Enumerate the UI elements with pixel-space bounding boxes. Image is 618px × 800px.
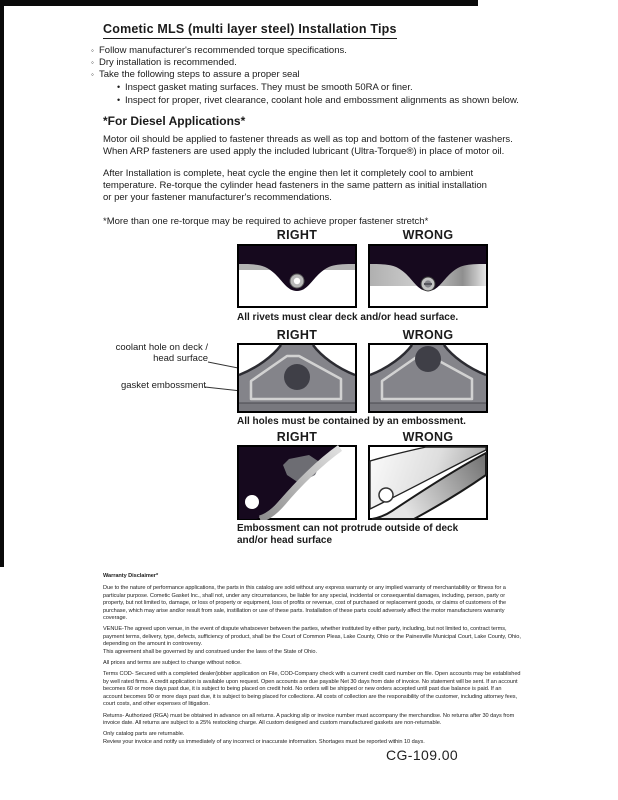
page-title: Cometic MLS (multi layer steel) Installation Tips bbox=[103, 22, 397, 39]
legal-paragraph: Review your invoice and notify us immediately of any incorrect or inaccurate information. Shortages must be reported within 10 days. bbox=[103, 738, 425, 745]
coolant-right-diagram bbox=[237, 343, 357, 413]
figure2-right-label: RIGHT bbox=[276, 328, 318, 342]
embossment-wrong-figure bbox=[368, 445, 488, 520]
coolant-hole-wrong-figure bbox=[368, 343, 488, 413]
figure2-caption: All holes must be contained by an embossment. bbox=[237, 416, 466, 427]
tip-text: Take the following steps to assure a proper seal bbox=[99, 69, 300, 80]
coolant-hole-right-figure bbox=[237, 343, 357, 413]
tip-text: Inspect gasket mating surfaces. They must be smooth 50RA or finer. bbox=[125, 82, 413, 93]
legal-paragraph: Only catalog parts are returnable. bbox=[103, 731, 185, 738]
scan-edge-top bbox=[0, 0, 478, 6]
coolant-hole-callout: coolant hole on deck / head surface bbox=[115, 342, 208, 364]
bullet-icon: ◦ bbox=[91, 46, 94, 55]
list-item bbox=[117, 94, 561, 107]
paragraph-line: When ARP fasteners are used apply the included lubricant (Ultra-Torque®) in place of motor oil. bbox=[103, 145, 505, 157]
embossment-right-figure bbox=[237, 445, 357, 520]
legal-paragraph: VENUE-The agreed upon venue, in the event of dispute whatsoever between the parties, whether instituted by either party, including, but not limited to, contract terms, payment terms, delivery, type, defects, sufficiency of product, shall be the Court of Common Pleas, Lake County, Ohio or the Painesville Municipal Court, Lake County, Ohio, depending on the amount in controversy. bbox=[103, 626, 521, 648]
figure1-right-label: RIGHT bbox=[276, 228, 318, 242]
list-item bbox=[91, 57, 561, 69]
paragraph-line: After Installation is complete, heat cycle the engine then let it completely cool to ambient bbox=[103, 168, 474, 179]
paragraph-line: Motor oil should be applied to fastener threads as well as top and bottom of the fastener washers. bbox=[103, 134, 513, 145]
figure3-wrong-label: WRONG bbox=[402, 430, 454, 444]
figure1-wrong-label: WRONG bbox=[402, 228, 454, 242]
embossment-right-diagram bbox=[237, 445, 357, 520]
coolant-wrong-diagram bbox=[368, 343, 488, 413]
rivet-right-diagram bbox=[237, 244, 357, 308]
warranty-disclaimer-block bbox=[103, 573, 521, 750]
rivet-clearance-right-figure bbox=[237, 244, 357, 308]
diesel-paragraph-1 bbox=[103, 134, 513, 158]
gasket-embossment-callout: gasket embossment bbox=[120, 380, 206, 391]
legal-paragraph: All prices and terms are subject to change without notice. bbox=[103, 660, 242, 667]
warranty-heading: Warranty Disclaimer* bbox=[103, 573, 159, 579]
tip-text: Follow manufacturer's recommended torque specifications. bbox=[99, 45, 347, 56]
bullet-icon: • bbox=[117, 82, 121, 92]
legal-paragraph: Due to the nature of performance applications, the parts in this catalog are sold without any express warranty or any implied warranty of merchantability or fitness for a particular purpose. Cometic Gasket Inc., shall not, under any circumstances, be liable for any special, incidental or consequential damages, including, person, party or property, but not limited to, damage, or loss of property or equipment, loss of profits or revenue, cost of purchased or replacement goods, or claims of customers of the purchase, which may arise and/or result from sale, instillation or use of these parts. Installation of these parts could adversely affect the motor manufacturers warranty coverage. bbox=[103, 585, 507, 622]
diesel-paragraph-2 bbox=[103, 168, 487, 203]
figure1-caption: All rivets must clear deck and/or head surface. bbox=[237, 312, 459, 323]
rivet-wrong-diagram bbox=[368, 244, 488, 308]
tip-text: Dry installation is recommended. bbox=[99, 57, 237, 68]
figure2-wrong-label: WRONG bbox=[402, 328, 454, 342]
rivet-clearance-wrong-figure bbox=[368, 244, 488, 308]
bullet-icon: ◦ bbox=[91, 70, 94, 79]
page-code: CG-109.00 bbox=[386, 747, 459, 763]
tip-text: Inspect for proper, rivet clearance, coolant hole and embossment alignments as shown below. bbox=[125, 95, 519, 106]
figure3-right-label: RIGHT bbox=[276, 430, 318, 444]
legal-paragraph: Returns- Authorized (RGA) must be obtained in advance on all returns. A packing slip or invoice number must accompany the merchandise. No returns after 30 days from invoice date. All returns are subject to a 25% restocking charge. All custom designed and custom manufactured gaskets are non-returnable. bbox=[103, 712, 515, 726]
list-item bbox=[91, 45, 561, 57]
installation-tips-list bbox=[91, 45, 561, 107]
diesel-section-heading: *For Diesel Applications* bbox=[103, 114, 246, 128]
embossment-wrong-diagram bbox=[368, 445, 488, 520]
bullet-icon: • bbox=[117, 95, 121, 105]
scan-edge-left bbox=[0, 0, 4, 567]
bullet-icon: ◦ bbox=[91, 58, 94, 67]
paragraph-line: temperature. Re-torque the cylinder head fasteners in the same pattern as initial installation bbox=[103, 179, 487, 191]
list-item bbox=[117, 81, 561, 94]
legal-paragraph: Terms COD- Secured with a completed dealer/jobber application on File, COD-Company check with a current credit card number on file. Open accounts may be established by well rated firms. A credit application is available upon request. Open accounts are due payable Net 30 days from date of invoice. No statement will be sent. If an account becomes 60 or more days past due, it is subject to being placed on credit hold. No orders will be shipped or new orders accepted until past due balance is paid. If an account becomes 90 or more days past due, it is subject to being placed for collections. All costs of collection are the responsibility of the customer, including attorney fees, court costs, and other expenses of litigation. bbox=[103, 671, 521, 708]
legal-paragraph: This agreement shall be governed by and construed under the laws of the State of Ohio. bbox=[103, 648, 317, 655]
retorque-note: *More than one re-torque may be required to achieve proper fastener stretch* bbox=[103, 216, 429, 227]
paragraph-line: or per your fastener manufacturer's recommendations. bbox=[103, 191, 332, 203]
figure3-caption: Embossment can not protrude outside of deck and/or head surface bbox=[237, 523, 459, 546]
list-item bbox=[91, 69, 561, 81]
